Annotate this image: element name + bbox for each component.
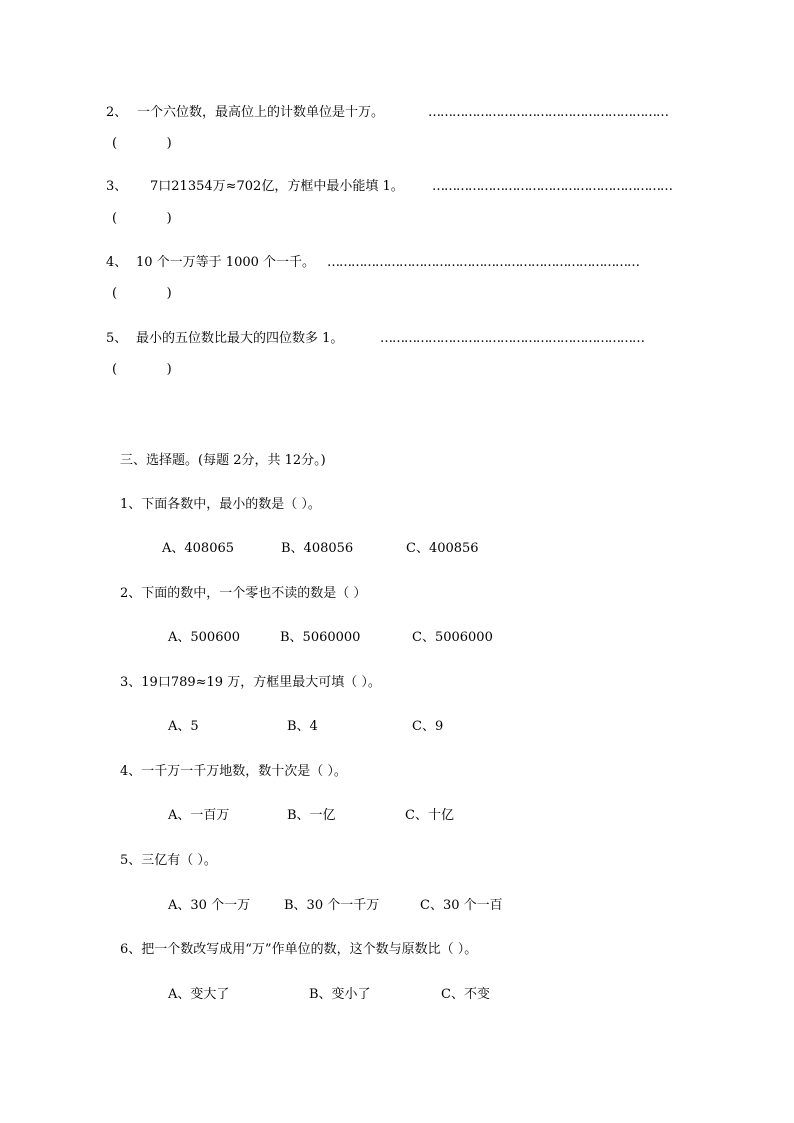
judge-text: 最小的五位数比最大的四位数多 1。 bbox=[136, 331, 344, 346]
option-b: B、408056 bbox=[281, 541, 354, 556]
answer-blank: ( ) bbox=[112, 286, 172, 301]
option-b: B、30 个一千万 bbox=[284, 898, 380, 913]
question-text: 5、三亿有（ ）。 bbox=[120, 853, 217, 868]
section-title: 三、选择题。(每题 2分，共 12分。) bbox=[120, 453, 326, 468]
answer-blank: ( ) bbox=[112, 211, 172, 226]
judge-number: 5、 bbox=[106, 331, 128, 346]
option-b: B、4 bbox=[287, 719, 318, 734]
option-a: A、变大了 bbox=[168, 987, 230, 1002]
question-text: 1、下面各数中，最小的数是（ ）。 bbox=[120, 497, 321, 512]
option-c: C、十亿 bbox=[405, 808, 454, 823]
judge-number: 4、 bbox=[106, 255, 128, 270]
option-a: A、一百万 bbox=[168, 808, 230, 823]
option-c: C、9 bbox=[412, 719, 444, 734]
dotted-leader: …………………………………………………… bbox=[432, 179, 672, 194]
answer-blank: ( ) bbox=[112, 362, 172, 377]
option-c: C、30 个一百 bbox=[420, 898, 503, 913]
dotted-leader: …………………………………………………………………… bbox=[327, 255, 639, 270]
option-b: B、变小了 bbox=[309, 987, 371, 1002]
option-c: C、不变 bbox=[441, 987, 490, 1002]
option-a: A、500600 bbox=[168, 630, 241, 645]
option-a: A、5 bbox=[168, 719, 199, 734]
judge-text: 10 个一万等于 1000 个一千。 bbox=[136, 255, 316, 270]
answer-blank: ( ) bbox=[112, 136, 172, 151]
question-text: 3、19口789≈19 万，方框里最大可填（ ）。 bbox=[120, 675, 381, 690]
dotted-leader: ………………………………………………………… bbox=[380, 331, 644, 346]
judge-number: 2、 bbox=[106, 105, 128, 120]
option-b: B、一亿 bbox=[287, 808, 336, 823]
judge-text: 一个六位数，最高位上的计数单位是十万。 bbox=[137, 105, 385, 120]
option-a: A、408065 bbox=[162, 541, 235, 556]
judge-number: 3、 bbox=[106, 179, 128, 194]
judge-text: 7口21354万≈702亿，方框中最小能填 1。 bbox=[150, 179, 404, 194]
option-c: C、5006000 bbox=[412, 630, 493, 645]
question-text: 2、下面的数中，一个零也不读的数是（ ） bbox=[120, 586, 367, 601]
dotted-leader: …………………………………………………… bbox=[428, 105, 668, 120]
option-c: C、400856 bbox=[406, 541, 479, 556]
option-a: A、30 个一万 bbox=[168, 898, 251, 913]
question-text: 6、把一个数改写成用“万”作单位的数，这个数与原数比（ ）。 bbox=[120, 942, 478, 957]
option-b: B、5060000 bbox=[280, 630, 361, 645]
question-text: 4、一千万一千万地数，数十次是（ ）。 bbox=[120, 764, 347, 779]
